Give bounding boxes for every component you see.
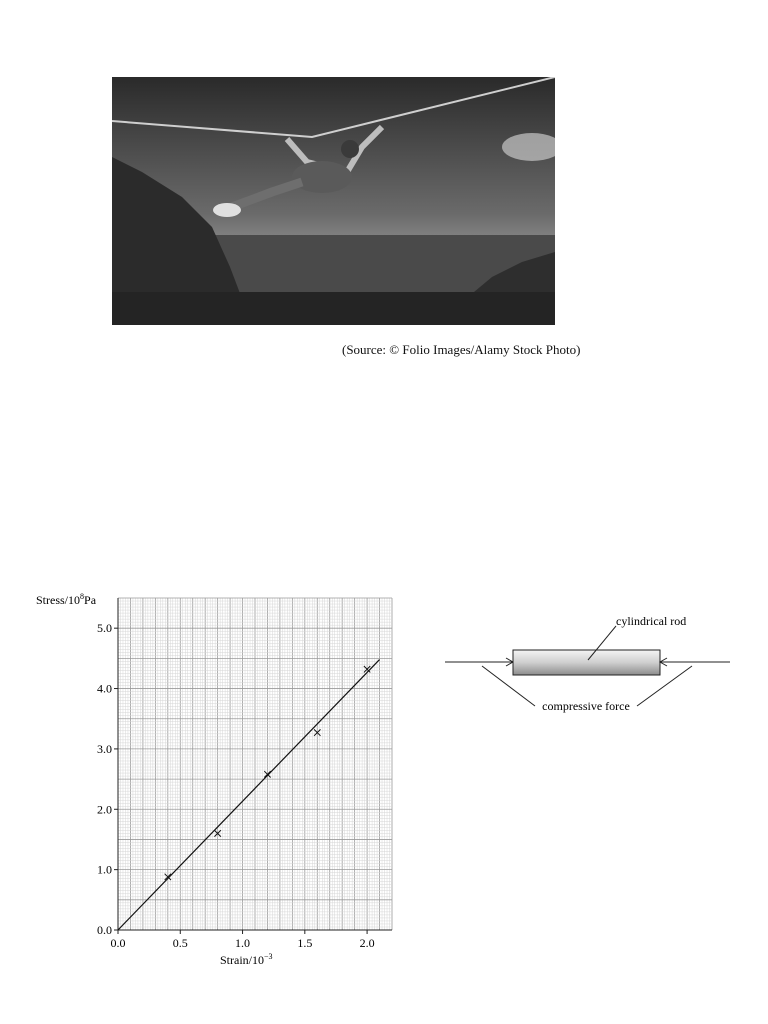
x-axis-label: Strain/$10^{-3}$	[220, 952, 273, 967]
rod-label: cylindrical rod	[616, 614, 687, 628]
x-tick-label: 1.5	[297, 936, 313, 950]
graph-svg	[24, 590, 424, 975]
best-fit-line	[118, 660, 380, 930]
x-tick-label: 1.0	[235, 936, 251, 950]
y-tick-label: 1.0	[97, 862, 112, 877]
rod-diagram	[440, 600, 740, 720]
best-fit-line-path	[118, 660, 380, 930]
y-tick-label: 4.0	[97, 681, 112, 696]
photo-credit: (Source: © Folio Images/Alamy Stock Photo)	[342, 342, 581, 357]
cylindrical-rod	[513, 650, 660, 675]
rod-diagram-svg	[440, 600, 740, 720]
x-tick-label: 0.5	[172, 936, 188, 950]
y-tick-label: 3.0	[97, 741, 112, 756]
force-label: compressive force	[542, 699, 630, 713]
y-tick-label: 2.0	[97, 802, 112, 817]
y-axis-label: Stress/$10^8Pa$	[36, 592, 97, 607]
grid	[118, 598, 392, 930]
x-tick-label: 2.0	[359, 936, 375, 950]
y-tick-label: 0.0	[97, 923, 112, 937]
stress-strain-graph	[24, 590, 424, 975]
rope-crossing-photo	[112, 77, 555, 325]
x-tick-label: 0.0	[110, 936, 126, 950]
y-tick-label: 5.0	[97, 621, 112, 636]
photo-scene	[112, 77, 555, 325]
